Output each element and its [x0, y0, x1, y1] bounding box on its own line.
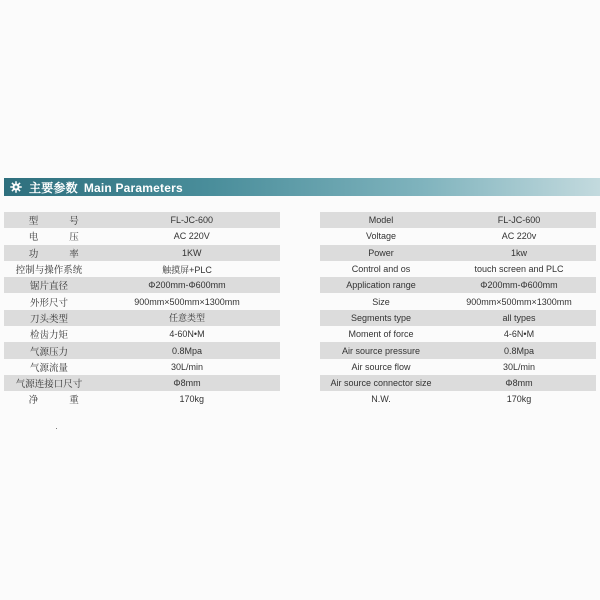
parameter-label: Model	[368, 215, 394, 226]
table-row	[4, 310, 280, 326]
parameter-value: all types	[502, 312, 536, 323]
parameter-value: 0.8Mpa	[503, 345, 535, 356]
parameter-label: N.W.	[371, 394, 391, 405]
table-row	[320, 391, 596, 407]
table-row	[320, 261, 596, 277]
parameter-value: 0.8Mpa	[171, 345, 203, 356]
table-row	[320, 359, 596, 375]
parameter-value: 4-60N•M	[169, 329, 205, 340]
parameter-value: FL-JC-600	[497, 215, 541, 226]
table-row	[4, 293, 280, 309]
section-title-cn: 主要参数	[29, 180, 78, 195]
parameter-value: Φ200mm-Φ600mm	[148, 280, 226, 291]
parameter-label: Voltage	[365, 231, 397, 242]
table-row	[320, 375, 596, 391]
parameter-label: Air source connector size	[330, 378, 432, 389]
parameter-label: 锯片直径	[29, 281, 68, 293]
table-row	[4, 359, 280, 375]
gear-icon	[9, 180, 23, 194]
parameter-label: 刀头类型	[29, 313, 68, 325]
parameter-label: 功 率	[28, 248, 93, 260]
table-row	[4, 261, 280, 277]
parameters-table-english	[320, 212, 596, 408]
parameter-value: FL-JC-600	[170, 215, 213, 226]
parameter-value: 900mm×500mm×1300mm	[134, 296, 240, 307]
parameter-value: 30L/min	[170, 361, 204, 372]
parameter-label: 外形尺寸	[29, 297, 68, 309]
parameter-label: Control and os	[351, 264, 411, 275]
print-speck	[56, 428, 57, 429]
parameter-label: 检齿力矩	[29, 330, 68, 342]
parameter-value: Φ8mm	[173, 378, 201, 389]
parameter-label: Size	[372, 296, 390, 307]
parameter-label: 气源连接口尺寸	[15, 379, 83, 391]
parameter-value: 任意类型	[168, 313, 205, 324]
parameter-value: AC 220V	[173, 231, 210, 242]
parameter-label: 气源压力	[29, 346, 68, 358]
table-row	[320, 342, 596, 358]
table-row	[320, 293, 596, 309]
table-row	[4, 212, 280, 228]
parameter-value: 30L/min	[502, 361, 536, 372]
parameter-value: touch screen and PLC	[474, 264, 564, 275]
table-row	[4, 228, 280, 244]
table-row	[4, 326, 280, 342]
parameter-label: Air source flow	[351, 361, 411, 372]
parameter-label: 气源流量	[29, 362, 68, 374]
parameter-value: 触摸屏+PLC	[162, 264, 212, 275]
parameter-label: Power	[368, 247, 394, 258]
table-row	[320, 245, 596, 261]
table-row	[320, 277, 596, 293]
table-row	[4, 391, 280, 407]
table-row	[4, 277, 280, 293]
parameter-label: 电 压	[28, 232, 93, 244]
parameter-label: Air source pressure	[341, 345, 421, 356]
table-row	[320, 228, 596, 244]
section-title-en: Main Parameters	[83, 180, 183, 195]
parameter-value: Φ200mm-Φ600mm	[480, 280, 558, 291]
table-row	[320, 310, 596, 326]
table-row	[4, 375, 280, 391]
parameter-label: 控制与操作系统	[15, 265, 83, 277]
parameter-label: Application range	[346, 280, 416, 291]
table-row	[320, 326, 596, 342]
table-row	[4, 245, 280, 261]
parameters-table-chinese	[4, 212, 280, 408]
parameter-value: 170kg	[506, 394, 532, 405]
section-title	[29, 179, 183, 196]
table-row	[320, 212, 596, 228]
parameter-value: 1kw	[510, 247, 527, 258]
parameter-value: 4-6N•M	[503, 329, 535, 340]
parameter-value: AC 220v	[501, 231, 537, 242]
parameter-value: 1KW	[181, 247, 202, 258]
parameter-label: 型 号	[28, 216, 93, 228]
parameter-value: 900mm×500mm×1300mm	[466, 296, 572, 307]
parameter-value: Φ8mm	[505, 378, 533, 389]
main-parameters-header	[4, 178, 600, 196]
parameter-label: Moment of force	[348, 329, 414, 340]
table-row	[4, 342, 280, 358]
parameter-label: Segments type	[350, 312, 412, 323]
parameter-label: 净 重	[28, 395, 93, 407]
parameter-value: 170kg	[179, 394, 204, 405]
